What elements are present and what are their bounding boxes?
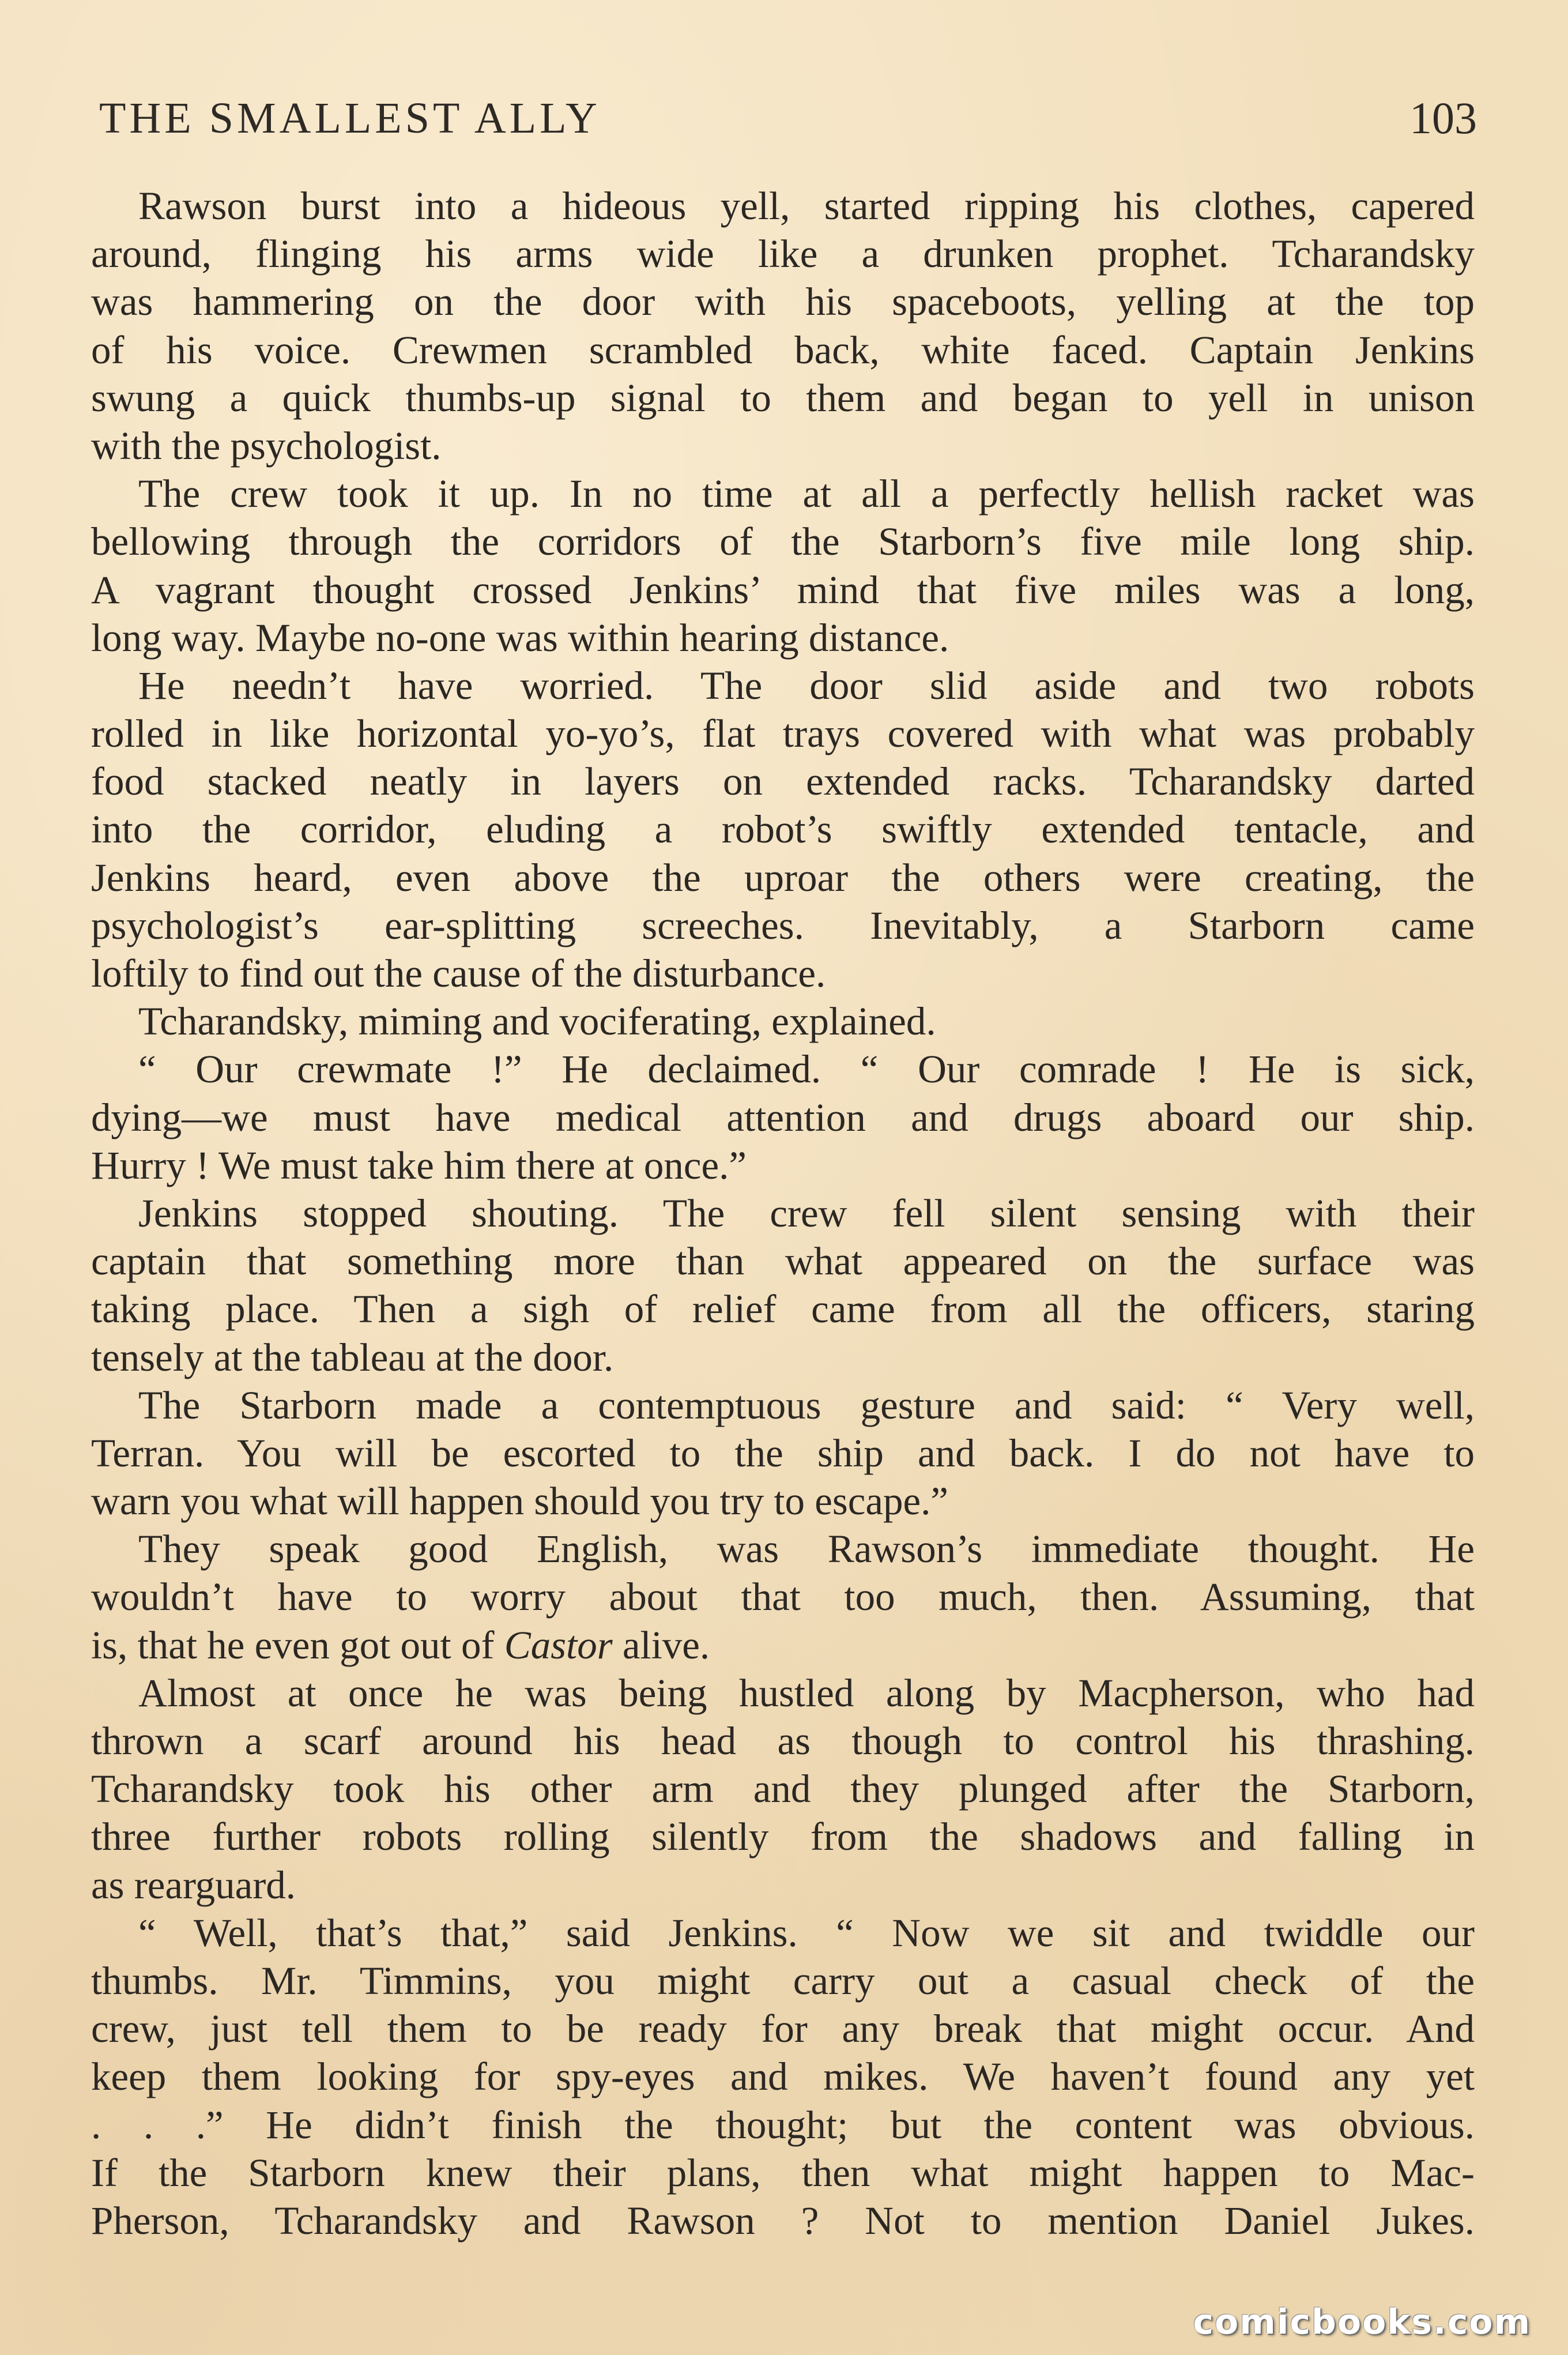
text-line-content: taking place. Then a sigh of relief came from all the officers, staring	[91, 1287, 1475, 1331]
text-line	[91, 2005, 1475, 2053]
text-line-content: keep them looking for spy-eyes and mikes. We haven’t found any yet	[91, 2055, 1475, 2099]
text-line	[91, 1429, 1475, 1477]
text-line-content: thrown a scarf around his head as though to control his thrashing.	[91, 1719, 1475, 1763]
text-line-content: food stacked neatly in layers on extended racks. Tcharandsky darted	[91, 759, 1475, 804]
text-line	[91, 182, 1475, 230]
text-line	[91, 662, 1475, 710]
text-line-content: around, flinging his arms wide like a drunken prophet. Tcharandsky	[91, 232, 1475, 276]
watermark: comicbooks.com	[1193, 2302, 1531, 2342]
text-line	[91, 806, 1475, 853]
text-line-italic: Castor	[504, 1623, 613, 1667]
text-line	[91, 2053, 1475, 2101]
running-head	[99, 86, 1477, 150]
text-line	[91, 854, 1475, 902]
text-line-content: psychologist’s ear-splitting screeches. Inevitably, a Starborn came	[91, 903, 1475, 947]
text-line-content: bellowing through the corridors of the Starborn’s five mile long ship.	[91, 520, 1475, 564]
text-line-content: three further robots rolling silently from the shadows and falling in	[91, 1815, 1475, 1859]
text-line	[91, 1957, 1475, 2005]
body-text	[91, 182, 1475, 2245]
text-line	[91, 422, 1475, 470]
text-line-content: The Starborn made a contemptuous gesture and said: “ Very well,	[138, 1383, 1475, 1427]
text-line	[91, 1669, 1475, 1717]
text-line-content: of his voice. Crewmen scrambled back, white faced. Captain Jenkins	[91, 328, 1475, 372]
text-line-content: crew, just tell them to be ready for any break that might occur. And	[91, 2007, 1475, 2051]
text-line-content: “ Our crewmate !” He declaimed. “ Our comrade ! He is sick,	[138, 1047, 1475, 1092]
text-line	[91, 1622, 1475, 1669]
page-number: 103	[1409, 93, 1477, 143]
text-line	[91, 1045, 1475, 1093]
text-line	[91, 1285, 1475, 1333]
text-line-content: If the Starborn knew their plans, then what might happen to Mac-	[91, 2150, 1475, 2195]
text-line-content: Rawson burst into a hideous yell, started ripping his clothes, capered	[138, 184, 1475, 228]
text-line	[91, 710, 1475, 758]
text-line-content: Jenkins stopped shouting. The crew fell silent sensing with their	[138, 1191, 1475, 1235]
text-line	[91, 1525, 1475, 1573]
text-line	[91, 1334, 1475, 1382]
text-line-content: They speak good English, was Rawson’s immediate thought. He	[138, 1527, 1475, 1571]
text-line	[91, 950, 1475, 998]
text-line-content: swung a quick thumbs-up signal to them and began to yell in unison	[91, 375, 1475, 420]
text-line	[91, 374, 1475, 422]
text-line	[91, 614, 1475, 662]
text-line-content: “ Well, that’s that,” said Jenkins. “ Now we sit and twiddle our	[138, 1910, 1475, 1955]
text-line	[91, 1382, 1475, 1429]
text-line-content: warn you what will happen should you try to escape.”	[91, 1479, 948, 1523]
running-title: THE SMALLEST ALLY	[99, 94, 601, 142]
text-line	[91, 1142, 1475, 1190]
text-line	[91, 566, 1475, 614]
text-line	[91, 758, 1475, 806]
text-line-content: Hurry ! We must take him there at once.”	[91, 1143, 747, 1187]
text-line	[91, 1861, 1475, 1909]
text-line-content: rolled in like horizontal yo-yo’s, flat trays covered with what was probably	[91, 712, 1475, 756]
text-line-content: with the psychologist.	[91, 423, 442, 468]
text-line	[91, 1094, 1475, 1142]
text-line	[91, 326, 1475, 374]
text-line-content: tensely at the tableau at the door.	[91, 1335, 614, 1379]
text-line-content: He needn’t have worried. The door slid aside and two robots	[138, 663, 1475, 708]
text-line	[91, 2101, 1475, 2149]
text-line-content: Pherson, Tcharandsky and Rawson ? Not to mention Daniel Jukes.	[91, 2198, 1475, 2243]
text-line	[91, 1909, 1475, 1957]
text-line	[91, 902, 1475, 950]
text-line	[91, 230, 1475, 278]
text-line	[91, 2149, 1475, 2197]
text-line	[91, 2197, 1475, 2245]
text-line-content: long way. Maybe no-one was within hearing distance.	[91, 615, 949, 660]
text-line-content: was hammering on the door with his spaceboots, yelling at the top	[91, 280, 1475, 324]
text-line-content: wouldn’t have to worry about that too much, then. Assuming, that	[91, 1575, 1475, 1619]
text-line	[91, 1813, 1475, 1861]
text-line-content: loftily to find out the cause of the disturbance.	[91, 951, 826, 995]
text-line-content: Terran. You will be escorted to the ship and back. I do not have to	[91, 1431, 1475, 1475]
text-line-tail: alive.	[612, 1623, 710, 1667]
text-line-content: dying—we must have medical attention and drugs aboard our ship.	[91, 1095, 1475, 1139]
text-line-content: Tcharandsky took his other arm and they plunged after the Starborn,	[91, 1767, 1475, 1811]
text-line	[91, 1190, 1475, 1237]
text-line	[91, 1237, 1475, 1285]
text-line	[91, 518, 1475, 566]
text-line	[91, 1573, 1475, 1621]
text-line-content: . . .” He didn’t finish the thought; but the content was obvious.	[91, 2102, 1475, 2147]
text-line-content: A vagrant thought crossed Jenkins’ mind that five miles was a long,	[91, 567, 1475, 612]
text-line-content: into the corridor, eluding a robot’s swiftly extended tentacle, and	[91, 807, 1475, 852]
text-line-content: The crew took it up. In no time at all a perfectly hellish racket was	[138, 472, 1475, 516]
text-line	[91, 998, 1475, 1045]
text-line-content: captain that something more than what appeared on the surface was	[91, 1239, 1475, 1284]
text-line	[91, 1477, 1475, 1525]
text-line-content: as rearguard.	[91, 1863, 296, 1907]
text-line-content: Tcharandsky, miming and vociferating, explained.	[138, 999, 936, 1044]
text-line-content: is, that he even got out of	[91, 1623, 495, 1667]
text-line	[91, 470, 1475, 518]
text-line-content: Almost at once he was being hustled along by Macpherson, who had	[138, 1671, 1475, 1715]
text-line-content: thumbs. Mr. Timmins, you might carry out a casual check of the	[91, 1958, 1475, 2003]
text-line	[91, 1717, 1475, 1765]
text-line	[91, 278, 1475, 326]
text-line	[91, 1765, 1475, 1813]
text-line-content: Jenkins heard, even above the uproar the others were creating, the	[91, 855, 1475, 900]
